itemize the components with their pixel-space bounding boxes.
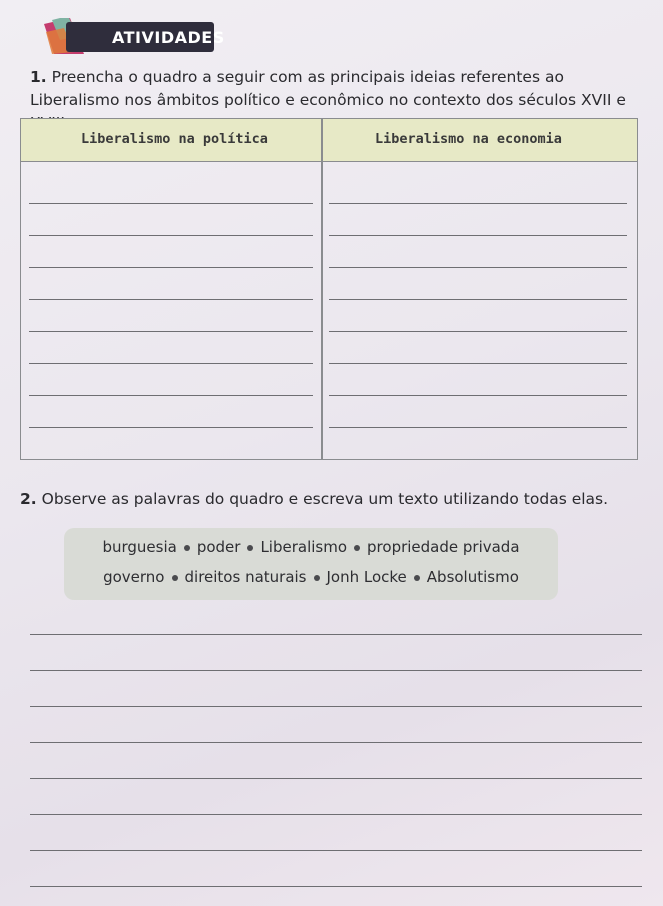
word-item: direitos naturais — [184, 568, 307, 586]
word-item: Jonh Locke — [326, 568, 407, 586]
word-item: burguesia — [102, 538, 177, 556]
economy-answer-line[interactable] — [329, 427, 627, 428]
economy-answer-line[interactable] — [329, 299, 627, 300]
word-item: Absolutismo — [426, 568, 519, 586]
word-row-1 — [64, 538, 558, 556]
word-box — [64, 528, 558, 600]
liberalism-table — [20, 118, 638, 460]
bullet-icon — [184, 545, 190, 551]
economy-answer-line[interactable] — [329, 395, 627, 396]
bullet-icon — [314, 575, 320, 581]
essay-writing-line[interactable] — [30, 850, 642, 851]
column-header-economy: Liberalismo na economia — [375, 131, 562, 147]
essay-writing-line[interactable] — [30, 778, 642, 779]
activities-banner — [44, 18, 225, 54]
essay-writing-line[interactable] — [30, 634, 642, 635]
bullet-icon — [247, 545, 253, 551]
politics-answer-line[interactable] — [29, 203, 313, 204]
politics-answer-line[interactable] — [29, 395, 313, 396]
question-2-number: 2. — [20, 490, 37, 508]
column-divider — [321, 119, 323, 459]
politics-answer-line[interactable] — [29, 235, 313, 236]
column-header-politics: Liberalismo na política — [81, 131, 268, 147]
bullet-icon — [414, 575, 420, 581]
essay-writing-line[interactable] — [30, 706, 642, 707]
essay-writing-line[interactable] — [30, 886, 642, 887]
essay-writing-line[interactable] — [30, 742, 642, 743]
question-1-text: Preencha o quadro a seguir com as principais ideias referentes ao Liberalismo nos âmbitos político e econômico no contexto dos séculos XVII e — [30, 68, 626, 109]
essay-writing-line[interactable] — [30, 670, 642, 671]
politics-answer-line[interactable] — [29, 427, 313, 428]
politics-answer-line[interactable] — [29, 363, 313, 364]
economy-answer-line[interactable] — [329, 363, 627, 364]
politics-answer-line[interactable] — [29, 299, 313, 300]
economy-answer-line[interactable] — [329, 235, 627, 236]
economy-answer-line[interactable] — [329, 203, 627, 204]
banner-title: ATIVIDADES — [112, 28, 225, 47]
essay-writing-line[interactable] — [30, 814, 642, 815]
question-1-number: 1. — [30, 68, 47, 86]
question-2-text: Observe as palavras do quadro e escreva um texto utilizando todas elas. — [41, 490, 609, 508]
question-2 — [20, 490, 608, 508]
bullet-icon — [354, 545, 360, 551]
bullet-icon — [172, 575, 178, 581]
economy-answer-line[interactable] — [329, 267, 627, 268]
word-item: governo — [103, 568, 165, 586]
word-row-2 — [64, 568, 558, 586]
word-item: Liberalismo — [260, 538, 348, 556]
table-header — [21, 119, 637, 162]
economy-answer-line[interactable] — [329, 331, 627, 332]
politics-answer-line[interactable] — [29, 267, 313, 268]
politics-answer-line[interactable] — [29, 331, 313, 332]
word-item: poder — [196, 538, 241, 556]
word-item: propriedade privada — [367, 538, 520, 556]
